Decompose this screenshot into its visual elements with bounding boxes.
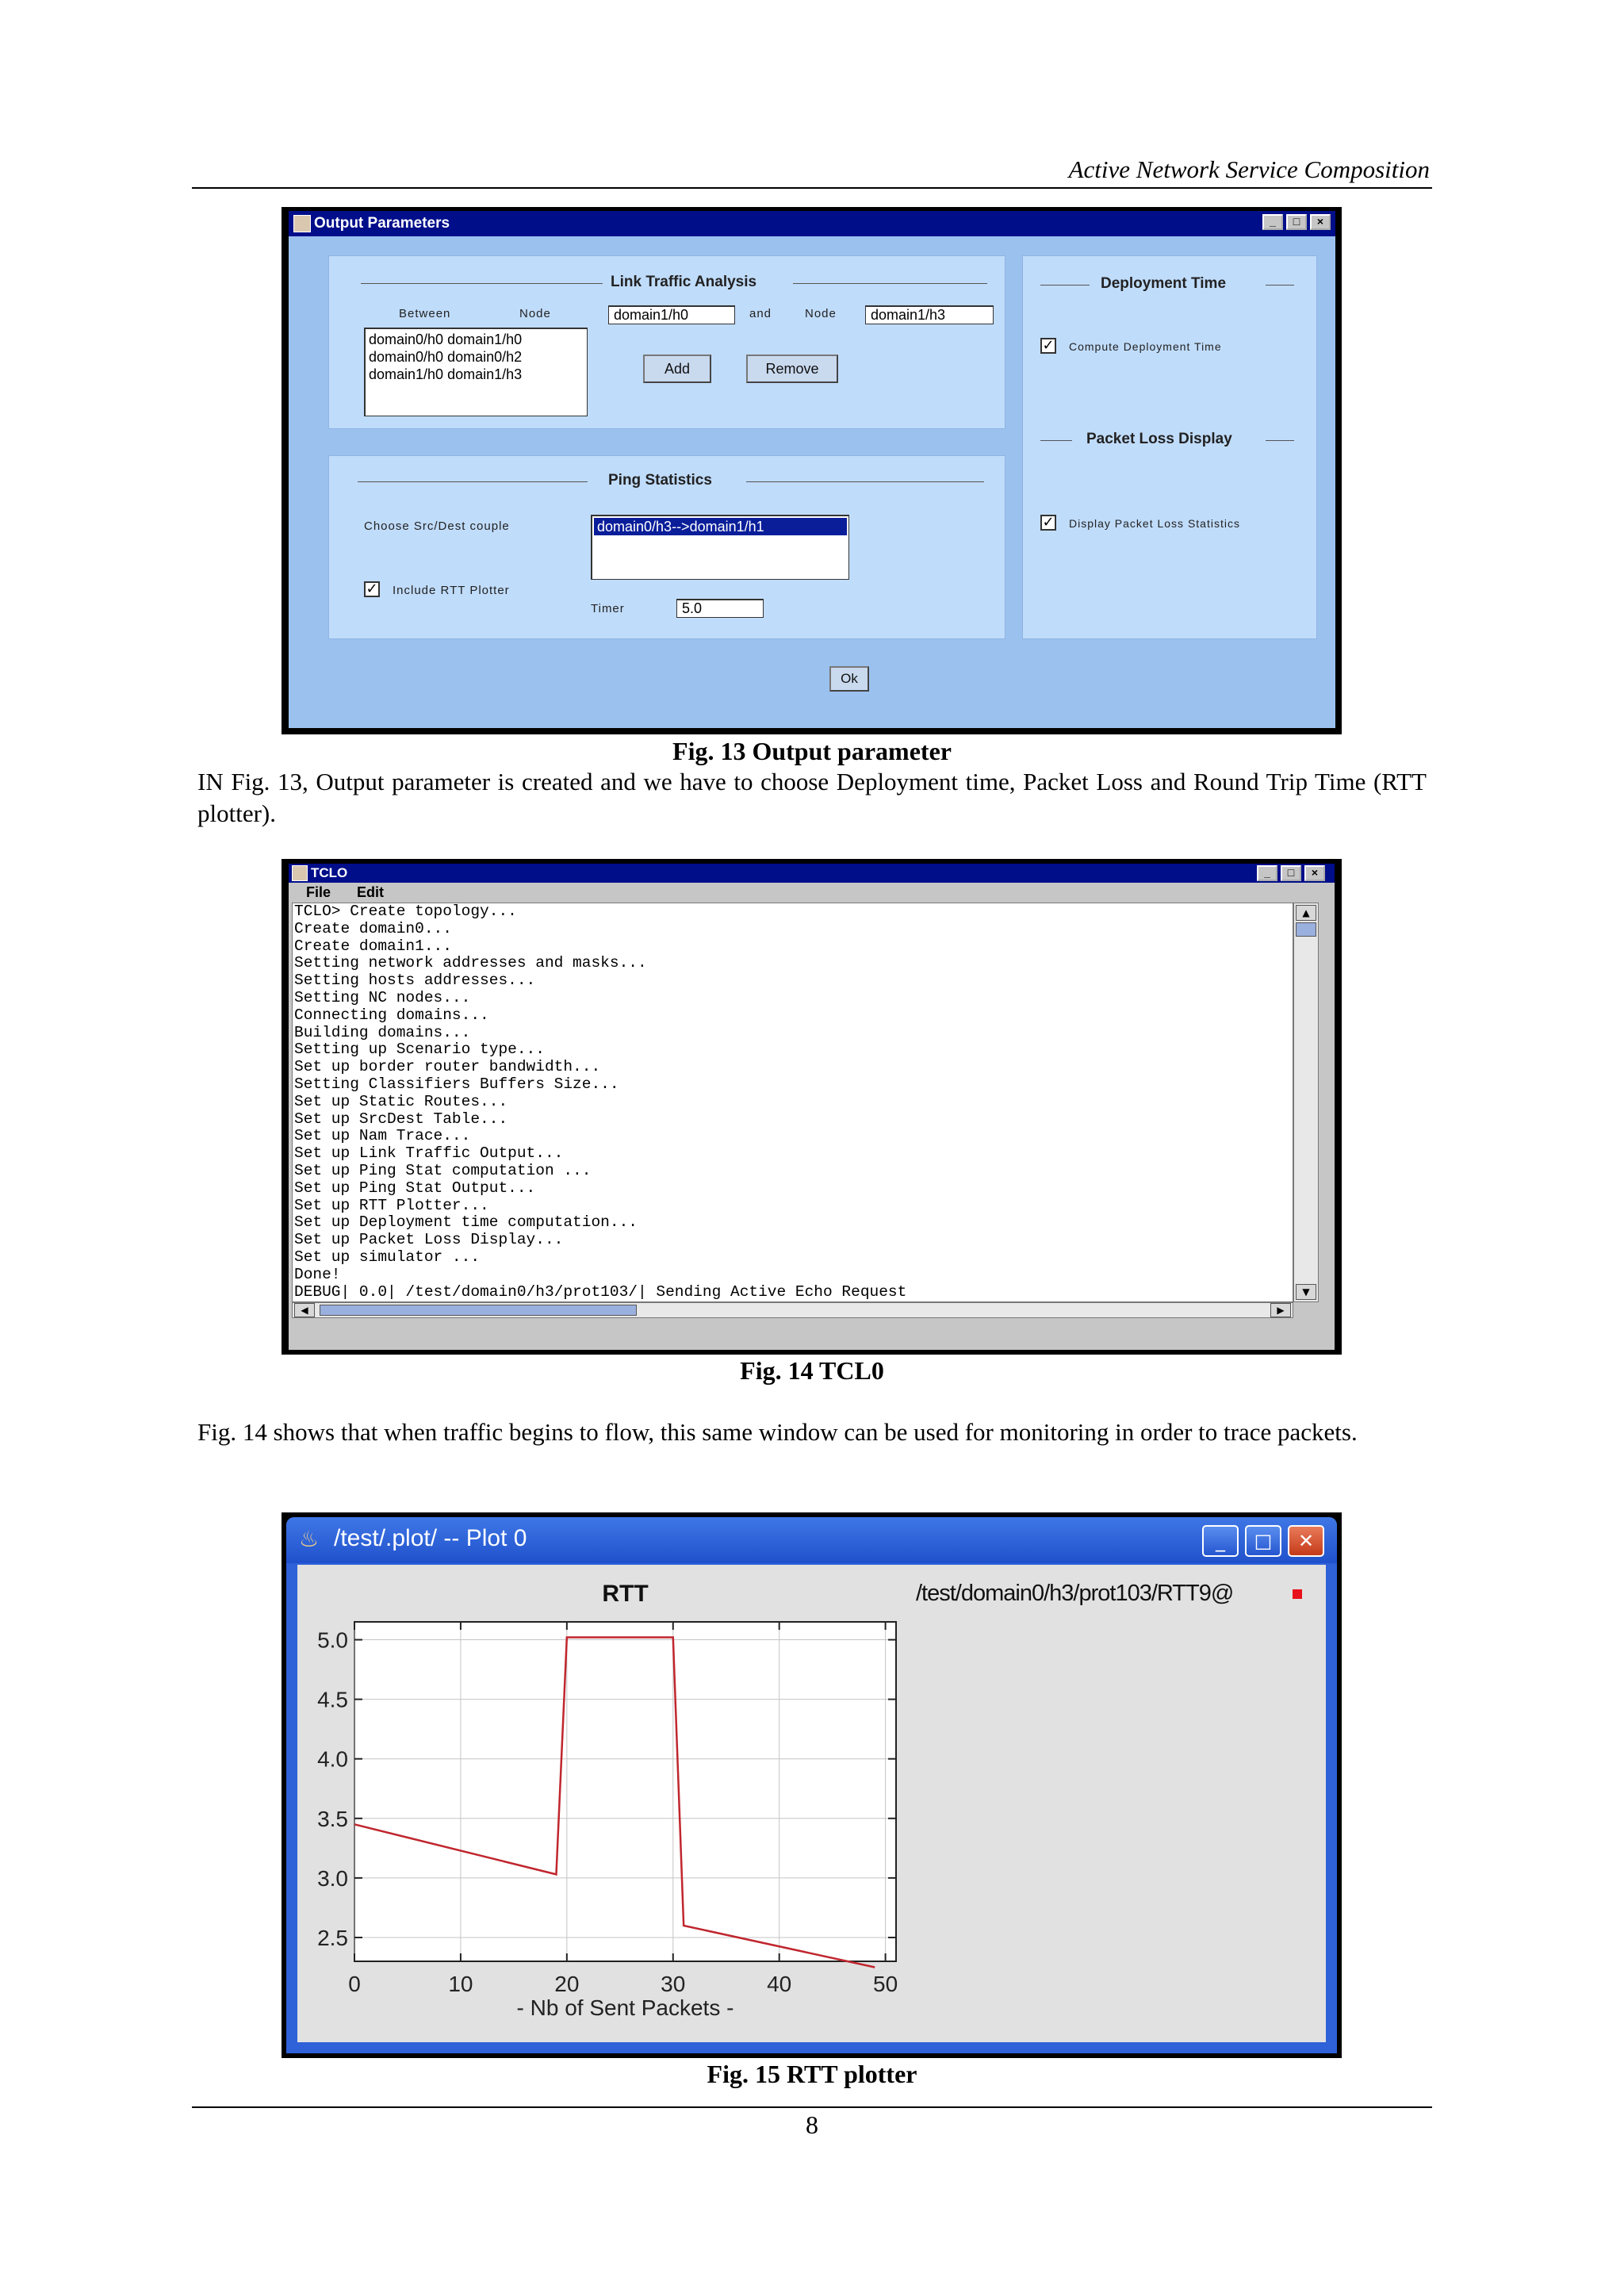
rtt-chart[interactable]: [297, 1565, 1326, 2042]
menu-edit[interactable]: Edit: [357, 884, 384, 900]
console-line: Setting Classifiers Buffers Size...: [294, 1075, 619, 1093]
fig13-caption: Fig. 13 Output parameter: [672, 737, 952, 765]
close-icon[interactable]: ×: [1304, 865, 1325, 881]
timer-label: Timer: [591, 602, 625, 615]
console-line: Setting network addresses and masks...: [294, 954, 647, 972]
remove-button[interactable]: Remove: [746, 355, 838, 383]
java-cup-icon: ♨: [299, 1526, 320, 1552]
fig14-caption: Fig. 14 TCL0: [740, 1356, 884, 1385]
legend-label: /test/domain0/h3/prot103/RTT9@: [916, 1581, 1234, 1606]
menubar: [289, 884, 1335, 902]
scroll-down-icon[interactable]: ▼: [1296, 1284, 1316, 1300]
console-line: Set up SrcDest Table...: [294, 1110, 508, 1128]
x-tick-label: 10: [448, 1972, 473, 1996]
node-pair-item[interactable]: domain1/h0 domain1/h3: [369, 366, 523, 382]
plot-window-title: /test/.plot/ -- Plot 0: [334, 1525, 527, 1551]
console-line: Building domains...: [294, 1023, 471, 1041]
fig15-caption: Fig. 15 RTT plotter: [707, 2060, 917, 2088]
packet-loss-title: Packet Loss Display: [1078, 431, 1240, 448]
legend-swatch: [1293, 1589, 1302, 1599]
console-line: Set up Deployment time computation...: [294, 1213, 638, 1232]
footer-rule: [192, 2106, 1432, 2108]
deployment-time-label: Compute Deployment Time: [1069, 340, 1222, 353]
plot-frame: [282, 1512, 1342, 2058]
page-number: 8: [806, 2110, 818, 2139]
close-icon[interactable]: ×: [1310, 214, 1331, 230]
fig13-paragraph: IN Fig. 13, Output parameter is created and we have to choose Deployment time, Packet Loss and Round Trip Time (RTT plotter).: [197, 768, 1427, 827]
minimize-icon[interactable]: _: [1257, 865, 1277, 881]
scroll-up-icon[interactable]: ▲: [1296, 905, 1316, 921]
x-axis-label: - Nb of Sent Packets -: [516, 1995, 734, 2020]
console-line: Set up Nam Trace...: [294, 1127, 471, 1145]
rtt-plotter-label: Include RTT Plotter: [393, 584, 510, 597]
console-line: Create domain1...: [294, 937, 452, 955]
running-header: Active Network Service Composition: [1068, 155, 1430, 183]
node-pairs-list[interactable]: [364, 328, 588, 416]
node1-input[interactable]: domain1/h0: [608, 305, 735, 324]
scroll-left-icon[interactable]: ◀: [294, 1303, 315, 1317]
console-line: Set up Static Routes...: [294, 1092, 508, 1110]
chart-title: RTT: [602, 1581, 649, 1607]
timer-input[interactable]: 5.0: [676, 599, 764, 618]
vertical-scrollbar[interactable]: [1293, 903, 1319, 1302]
console-line: Set up Ping Stat Output...: [294, 1179, 536, 1197]
y-tick-label: 2.5: [317, 1925, 348, 1950]
tcl-frame: [282, 859, 1342, 1355]
ping-statistics-title: Ping Statistics: [600, 472, 720, 489]
packet-loss-label: Display Packet Loss Statistics: [1069, 517, 1240, 530]
and-label: and: [749, 307, 772, 320]
src-dest-list[interactable]: [591, 515, 849, 580]
maximize-icon[interactable]: □: [1281, 865, 1301, 881]
plot-window: [286, 1517, 1337, 2053]
op-window-title: Output Parameters: [314, 215, 450, 232]
plot-box: [354, 1622, 896, 1961]
x-tick-label: 20: [554, 1972, 580, 1996]
scroll-right-icon[interactable]: ▶: [1270, 1303, 1291, 1317]
selected-couple[interactable]: domain0/h3-->domain1/h1: [594, 518, 847, 535]
console-line: Setting NC nodes...: [294, 988, 471, 1006]
fig14-paragraph: Fig. 14 shows that when traffic begins to flow, this same window can be used for monitoring in order to trace packets.: [197, 1418, 1358, 1446]
x-tick-label: 0: [348, 1972, 361, 1996]
node-pair-item[interactable]: domain0/h0 domain1/h0: [369, 332, 523, 347]
menu-file[interactable]: File: [306, 884, 331, 900]
y-tick-label: 3.5: [317, 1806, 348, 1831]
java-app-icon: [292, 865, 308, 881]
rtt-plotter-checkbox[interactable]: ✓: [364, 581, 380, 597]
java-app-icon: [293, 215, 311, 232]
add-button[interactable]: Add: [643, 355, 711, 383]
node2-input[interactable]: domain1/h3: [865, 305, 994, 324]
console-line: Create domain0...: [294, 919, 452, 937]
minimize-icon[interactable]: _: [1202, 1525, 1239, 1557]
x-tick-label: 30: [661, 1972, 686, 1996]
console-line: Set up Link Traffic Output...: [294, 1144, 564, 1163]
maximize-icon[interactable]: □: [1245, 1525, 1281, 1557]
tcl-window-title: TCLO: [311, 865, 348, 880]
horizontal-scrollbar[interactable]: [292, 1302, 1293, 1318]
close-icon[interactable]: ✕: [1288, 1525, 1324, 1557]
horizontal-scroll-thumb[interactable]: [320, 1305, 637, 1316]
deployment-time-title: Deployment Time: [1093, 275, 1234, 293]
y-tick-label: 5.0: [317, 1627, 348, 1653]
console-line: Set up border router bandwidth...: [294, 1058, 601, 1076]
link-traffic-title: Link Traffic Analysis: [603, 274, 764, 291]
header-rule: [192, 187, 1432, 189]
maximize-icon[interactable]: □: [1286, 214, 1307, 230]
console-line: Done!: [294, 1265, 341, 1283]
ok-button[interactable]: Ok: [829, 666, 869, 692]
console-line: Setting hosts addresses...: [294, 972, 536, 990]
node-label: Node: [519, 307, 551, 320]
link-traffic-panel: [328, 255, 1005, 429]
node2-label: Node: [805, 307, 837, 320]
plot-titlebar[interactable]: [286, 1517, 1337, 1563]
packet-loss-checkbox[interactable]: ✓: [1040, 515, 1056, 531]
vertical-scroll-thumb[interactable]: [1296, 922, 1316, 937]
between-label: Between: [399, 307, 451, 320]
tcl-titlebar[interactable]: [289, 864, 1335, 883]
console-line: TCLO> Create topology...: [294, 903, 517, 920]
output-parameters-window: [289, 211, 1335, 728]
x-tick-label: 40: [767, 1972, 792, 1996]
console-line: Setting up Scenario type...: [294, 1041, 545, 1059]
op-titlebar[interactable]: [289, 211, 1335, 236]
ping-statistics-panel: [328, 455, 1005, 639]
console-output[interactable]: [292, 903, 1293, 1302]
console-line: Set up RTT Plotter...: [294, 1196, 489, 1214]
node-pair-item[interactable]: domain0/h0 domain0/h2: [369, 349, 523, 365]
plot-area: [297, 1565, 1326, 2042]
console-line: Set up Packet Loss Display...: [294, 1231, 564, 1249]
minimize-icon[interactable]: _: [1262, 214, 1283, 230]
choose-couple-label: Choose Src/Dest couple: [364, 519, 510, 533]
deployment-time-checkbox[interactable]: ✓: [1040, 338, 1056, 354]
console-line: DEBUG| 0.0| /test/domain0/h3/prot103/| Sending Active Echo Request: [294, 1282, 907, 1301]
y-tick-label: 4.0: [317, 1746, 348, 1772]
console-line: Connecting domains...: [294, 1006, 489, 1024]
x-tick-label: 50: [873, 1972, 898, 1996]
y-tick-label: 4.5: [317, 1687, 348, 1712]
deployment-packet-panel: [1022, 255, 1317, 639]
console-line: Set up Ping Stat computation ...: [294, 1161, 592, 1179]
y-tick-label: 3.0: [317, 1865, 348, 1891]
console-line: Set up simulator ...: [294, 1248, 481, 1266]
tcl-window: [289, 864, 1335, 1350]
